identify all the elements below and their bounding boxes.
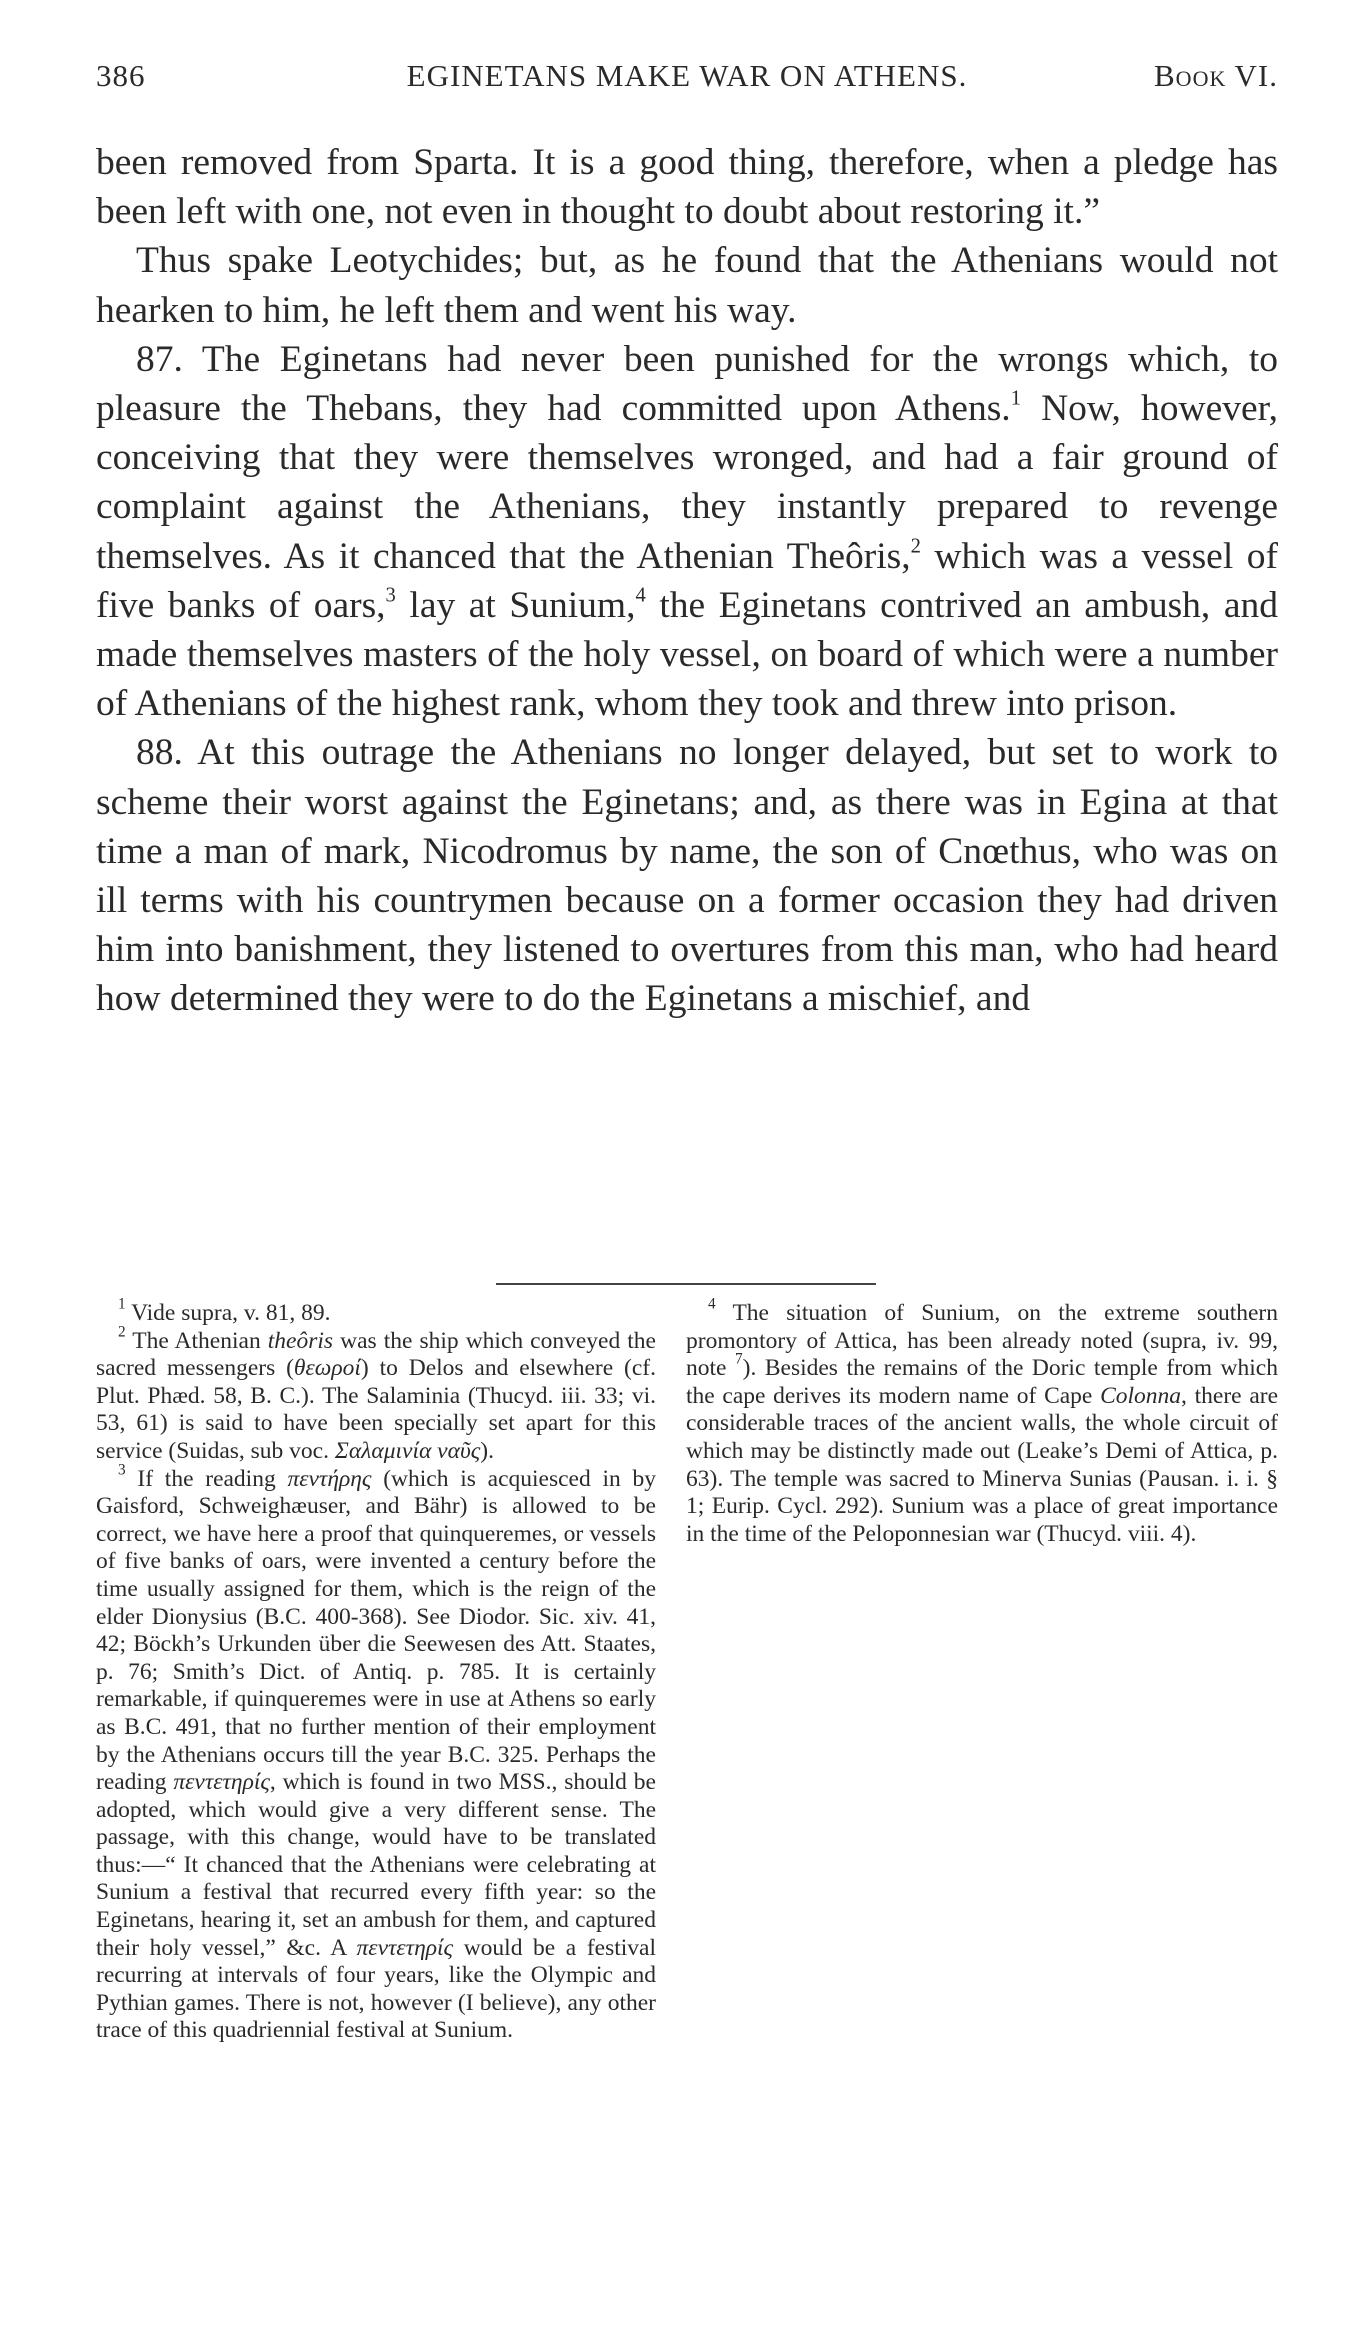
footnote-4: $^4$ The situation of Sunium, on the extreme southern promontory of Attica, has been already noted (supra, iv. 99, note $^7$). Besides the remains of the Doric temple from which the cape derives its modern name of Cape Colonna, there are considerable traces of the ancient walls, the whole circuit of which may be distinctly made out (Leake’s Demi of Attica, p. 63). The temple was sacred to Minerva Sunias (Pausan. i. i. § 1; Eurip. Cycl. 292). Sunium was a place of great importance in the time of the Peloponnesian war (Thucyd. viii. 4).: [686, 1295, 1279, 1547]
main-text: [96, 138, 1278, 1024]
running-header: [96, 58, 1278, 102]
paragraph-87: 87. The Eginetans had never been punished for the wrongs which, to pleasure the Thebans, they had committed upon Athens.$^1$ Now, however, conceiving that they were themselves wronged, and had a fair ground of complaint against the Athenians, they instantly prepared to revenge themselves. As it chanced that the Athenian Theôris,$^2$ which was a vessel of five banks of oars,$^3$ lay at Sunium,$^4$ the Eginetans contrived an ambush, and made themselves masters of the holy vessel, on board of which were a number of Athenians of the highest rank, whom they took and threw into prison.: [96, 338, 1278, 725]
footnote-3: $^3$ If the reading πεντήρης (which is acquiesced in by Gaisford, Schweighæuser, and Bähr) is allowed to be correct, we have here a proof that quinqueremes, or vessels of five banks of oars, were invented a century before the time usually assigned for them, which is the reign of the elder Dionysius (B.C. 400-368). See Diodor. Sic. xiv. 41, 42; Böckh’s Urkunden über die Seewesen des Att. Staates, p. 76; Smith’s Dict. of Antiq. p. 785. It is certainly remarkable, if quinqueremes were in use at Athens so early as B.C. 491, that no further mention of their employment by the Athenians occurs till the year B.C. 325. Perhaps the reading πεντετηρίς, which is found in two MSS., should be adopted, which would give a very different sense. The passage, with this change, would have to be translated thus:—“ It chanced that the Athenians were celebrating at Sunium a festival that recurred every fifth year: so the Eginetans, hearing it, set an ambush for them, and captured their holy vessel,” &c. A πεντετηρίς would be a festival recurring at intervals of four years, like the Olympic and Pythian games. There is not, however (I believe), any other trace of this quadriennial festival at Sunium.: [96, 1461, 657, 2044]
paragraph-continued: been removed from Sparta. It is a good thing, therefore, when a pledge has been left with one, not even in thought to doubt about restoring it.”: [96, 142, 1278, 233]
footnotes-right-column: [686, 1295, 1279, 1548]
footnote-ref-4: 4: [635, 584, 646, 607]
paragraph-88: 88. At this outrage the Athenians no longer delayed, but set to work to scheme their worst against the Eginetans; and, as there was in Egina at that time a man of mark, Nicodromus by name, the son of Cnœthus, who was on ill terms with his countrymen because on a former occasion they had driven him into banishment, they listened to overtures from this man, who had heard how determined they were to do the Eginetans a mischief, and: [96, 732, 1278, 1020]
footnote-2: $^2$ The Athenian theôris was the ship which conveyed the sacred messengers (θεωροί) to Delos and elsewhere (cf. Plut. Phæd. 58, B. C.). The Salaminia (Thucyd. iii. 33; vi. 53, 61) is said to have been specially set apart for this service (Suidas, sub voc. Σαλαμινία ναῦς).: [96, 1323, 657, 1464]
book-label: Book VI.: [1154, 58, 1278, 93]
footnote-1: $^1$ Vide supra, v. 81, 89.: [118, 1295, 331, 1326]
footnote-divider: [496, 1283, 876, 1285]
paragraph-leotychides: Thus spake Leotychides; but, as he found that the Athenians would not hearken to him, he left them and went his way.: [96, 240, 1278, 331]
footnote-ref-3: 3: [385, 584, 396, 607]
page-number: 386: [96, 58, 146, 93]
running-title: EGINETANS MAKE WAR ON ATHENS.: [406, 58, 968, 93]
footnotes-left-column: [96, 1295, 657, 2045]
footnote-ref-1: 1: [1010, 387, 1021, 410]
footnote-ref-2: 2: [910, 535, 921, 558]
